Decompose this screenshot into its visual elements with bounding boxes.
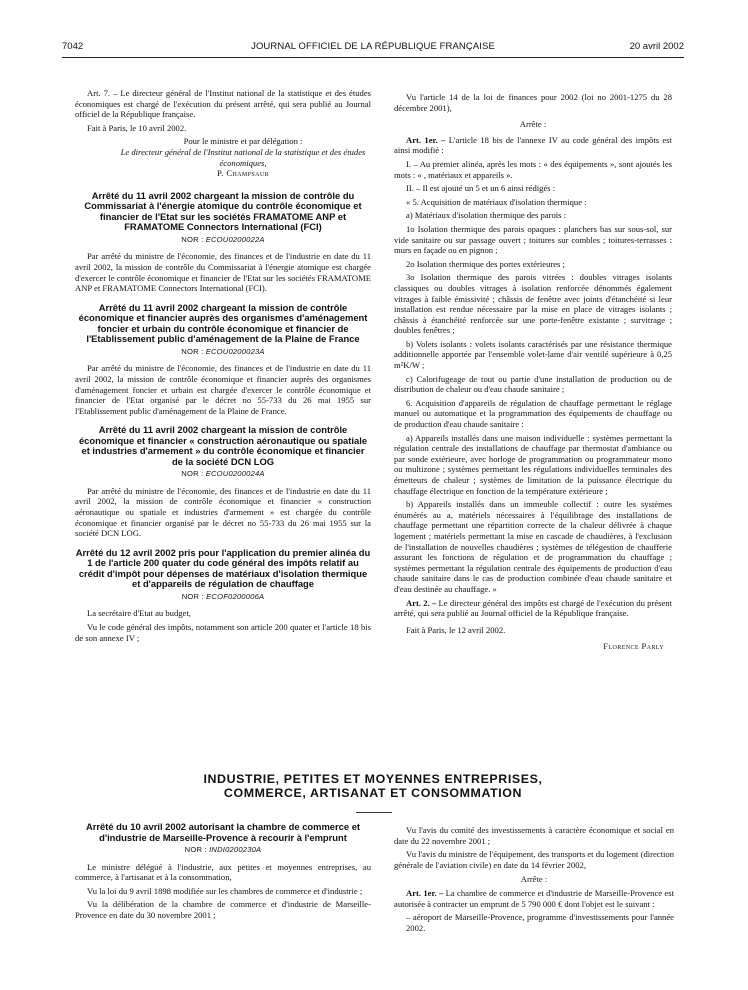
item-5b: b) Volets isolants : volets isolants caractérisés par une résistance thermique additionnelle apportée par l'ensemble volet-lame d'air ventilé supérieure à 0,25 m²K/W ; <box>394 338 672 371</box>
journal-title: JOURNAL OFFICIEL DE LA RÉPUBLIQUE FRANÇAISE <box>251 41 495 52</box>
section-heading <box>62 772 684 800</box>
arrete-3-title: Arrêté du 11 avril 2002 chargeant la mission de contrôle économique et financier « construction aéronautique ou spatiale et industries d'armement » du contrôle économique et financier de la société DCN LOG <box>78 424 368 467</box>
arrete-3-body: Par arrêté du ministre de l'économie, des finances et de l'industrie en date du 11 avril 2002, la mission de contrôle économique et financier « construction aéronautique ou spatiale et industries d'armement » est chargée du contrôle économique et financier organisé par le décret no 55-733 du 26 mai 1955 sur la société DCN LOG. <box>75 485 371 539</box>
article-7: Art. 7. – Le directeur général de l'Institut national de la statistique et des études économiques est chargé de l'exécution du présent arrêté, qui sera publié au Journal officiel de la République française. <box>75 88 371 120</box>
fait-paris-2: Fait à Paris, le 12 avril 2002. <box>406 624 506 635</box>
header-rule <box>62 57 684 58</box>
article-1-text: L'article 18 bis de l'annexe IV au code général des impôts est ainsi modifié : <box>394 134 672 156</box>
item-5a-1: 1o Isolation thermique des parois opaques : planchers bas sur sous-sol, sur vide sanitaire ou sur passage ouvert ; toitures sur combles ; toitures-terrasses : murs en façade ou en pignon ; <box>394 223 672 256</box>
arrete-4-nor: NOR : ECOF0200006A <box>181 591 265 601</box>
arrete-2-body: Par arrêté du ministre de l'économie, des finances et de l'industrie en date du 11 avril 2002, la mission de contrôle économique et financier auprès des organismes d'aménagement foncier et urbain est chargée d'exercer le contrôle économique et financier de l'Etat organisé par le décret no 55-733 du 26 mai 1955 sur l'Etablissement public d'aménagement de la Plaine de France. <box>75 363 371 416</box>
item-6: 6. Acquisition d'appareils de régulation de chauffage permettant le réglage manuel ou automatique et la programmation des équipements de chauffage ou de production d'eau chaude sanitaire : <box>394 397 672 430</box>
article-2 <box>394 598 672 619</box>
page-number: 7042 <box>62 41 84 52</box>
point-i: I. – Au premier alinéa, après les mots : « des équipements », sont ajoutés les mots : « , matériaux et appareils ». <box>394 158 672 180</box>
arrete-5-nor: NOR : INDI0200230A <box>184 845 262 854</box>
item-5c: c) Calorifugeage de tout ou partie d'une installation de production ou de distribution de chaleur ou d'eau chaude sanitaire ; <box>394 373 672 395</box>
fait-paris: Fait à Paris, le 10 avril 2002. <box>87 122 187 133</box>
signature-name: P. Champsaur <box>217 168 269 179</box>
arrete-label-2: Arrête : <box>520 874 548 885</box>
emprunt-item-1: – aéroport de Marseille-Provence, programme d'investissements pour l'année 2002. <box>406 912 674 933</box>
arrete-label: Arrête : <box>519 119 547 130</box>
publication-date: 20 avril 2002 <box>629 41 684 52</box>
nor-code: INDI0200230A <box>209 845 262 854</box>
item-5a: a) Matériaux d'isolation thermique des parois : <box>406 210 567 221</box>
bottom-right-column <box>394 825 674 936</box>
right-column <box>394 92 672 655</box>
nor-code: ECOU0200023A <box>205 346 265 356</box>
article-2-lead: Art. 2. – <box>406 597 437 608</box>
nor-code: ECOU0200022A <box>205 234 265 244</box>
page-header <box>62 41 684 57</box>
article-1-emprunt-text: La chambre de commerce et d'industrie de Marseille-Provence est autorisée à contracter un emprunt de 5 790 000 € dont l'objet est le suivant : <box>394 887 674 909</box>
item-6a: a) Appareils installés dans une maison individuelle : systèmes permettant la régulation centrale des installations de chauffage par thermostat d'ambiance ou par sonde extérieure, avec horloge de programmation ou programmateur mono ou multizone ; systèmes permettant les régulations individuelles terminales des émetteurs de chaleur ; systèmes de limitation de la puissance électrique du chauffage électrique en fonction de la température extérieure ; <box>394 432 672 496</box>
article-1-emprunt-lead: Art. 1er. – <box>406 887 444 898</box>
arrete-5-title: Arrêté du 10 avril 2002 autorisant la chambre de commerce et d'industrie de Marseille-Provence à recourir à l'emprunt <box>85 821 361 843</box>
item-5a-3: 3o Isolation thermique des parois vitrées : doubles vitrages isolants classiques ou doubles vitrages à isolation renforcée dénommés également vitrages à faible émissivité ; châssis de fenêtre avec joints d'étanchéité si leur installation est rendue nécessaire par la mise en place de vitrages isolants ; châssis à étanchéité renforcée sur une porte-fenêtre existante ; survitrage ; doubles fenêtres ; <box>394 272 672 336</box>
article-1 <box>394 135 672 156</box>
item-5a-2: 2o Isolation thermique des portes extérieures ; <box>406 258 565 269</box>
section-rule <box>356 812 392 813</box>
item-5: « 5. Acquisition de matériaux d'isolation thermique : <box>406 196 587 207</box>
signatory-name: Florence Parly <box>603 641 664 652</box>
arrete-1-title: Arrêté du 11 avril 2002 chargeant la mission de contrôle du Commissariat à l'énergie atomique du contrôle économique et financier de l'Etat sur les sociétés FRAMATOME ANP et FRAMATOME Connectors International (FCI) <box>84 189 362 233</box>
vu-loi-finances: Vu l'article 14 de la loi de finances pour 2002 (loi no 2001-1275 du 28 décembre 2001), <box>394 92 672 113</box>
section-heading-line-2: COMMERCE, ARTISANAT ET CONSOMMATION <box>223 786 523 800</box>
arrete-4-title: Arrêté du 12 avril 2002 pris pour l'application du premier alinéa du 1 de l'article 200 quater du code général des impôts relatif au crédit d'impôt pour dépenses de matériaux d'isolation thermique et d'appareils de régulation de chauffage <box>75 546 371 590</box>
arrete-3-nor: NOR : ECOU0200024A <box>181 469 265 479</box>
arrete-1-nor: NOR : ECOU0200022A <box>181 234 265 244</box>
nor-code: ECOU0200024A <box>205 469 265 479</box>
article-1-lead: Art. 1er. – <box>406 134 446 145</box>
vu-deliberation: Vu la délibération de la chambre de commerce et d'industrie de Marseille-Provence en date du 30 novembre 2001 ; <box>75 899 371 920</box>
arrete-4-vu-code: Vu le code général des impôts, notamment son article 200 quater et l'article 18 bis de son annexe IV ; <box>75 622 371 643</box>
nor-code: ECOF0200006A <box>206 591 265 601</box>
signature-delegation: Pour le ministre et par délégation : <box>183 136 303 147</box>
arrete-1-body: Par arrêté du ministre de l'économie, des finances et de l'industrie en date du 11 avril 2002, la mission de contrôle du Commissariat à l'énergie atomique est chargée d'exercer le contrôle économique et financier de l'Etat sur les sociétés FRAMATOME ANP et FRAMATOME Connectors International (FCI). <box>75 251 371 294</box>
item-6b: b) Appareils installés dans un immeuble collectif : outre les systèmes énumérés au a, matériels nécessaires à l'équilibrage des installations de chauffage permettant une répartition correcte de la chaleur délivrée à chaque logement ; matériels permettant la mise en cascade de chaudières, à l'exclusion de l'installation de nouvelles chaudières ; systèmes de télégestion de chaufferie assurant les fonctions de régulation et de programmation du chauffage ; systèmes permettant la régulation centrale des équipements de production d'eau chaude sanitaire dans le cas de production combinée d'eau chaude sanitaire et d'eau destinée au chauffage. » <box>394 499 672 594</box>
left-column <box>75 88 371 646</box>
vu-loi-1898: Vu la loi du 9 avril 1898 modifiée sur les chambres de commerce et d'industrie ; <box>87 885 363 896</box>
signature-block <box>75 136 371 178</box>
article-1-emprunt <box>394 888 674 909</box>
bottom-left-column <box>75 822 371 924</box>
arrete-4-secretaire: La secrétaire d'Etat au budget, <box>87 608 191 619</box>
arrete-2-title: Arrêté du 11 avril 2002 chargeant la mission de contrôle économique et financier auprès des organismes d'aménagement foncier et urbain du contrôle économique et financier de l'Etablissement public d'aménagement de la Plaine de France <box>78 301 368 345</box>
article-2-text: Le directeur général des impôts est chargé de l'exécution du présent arrêté, qui sera publié au Journal officiel de la République française. <box>394 597 672 619</box>
point-ii: II. – Il est ajouté un 5 et un 6 ainsi rédigés : <box>406 183 556 194</box>
ministre-delegue: Le ministre délégué à l'industrie, aux petites et moyennes entreprises, au commerce, à l'artisanat et à la consommation, <box>75 861 371 883</box>
signature-title: Le directeur général de l'Institut national de la statistique et des études économiques, <box>120 146 366 168</box>
section-heading-line-1: INDUSTRIE, PETITES ET MOYENNES ENTREPRISES, <box>203 772 543 786</box>
vu-avis-comite: Vu l'avis du comité des investissements à caractère économique et social en date du 22 novembre 2001 ; <box>394 825 674 846</box>
arrete-2-nor: NOR : ECOU0200023A <box>181 346 265 356</box>
vu-avis-ministre: Vu l'avis du ministre de l'équipement, des transports et du logement (direction générale de l'aviation civile) en date du 14 février 2002, <box>394 849 674 870</box>
